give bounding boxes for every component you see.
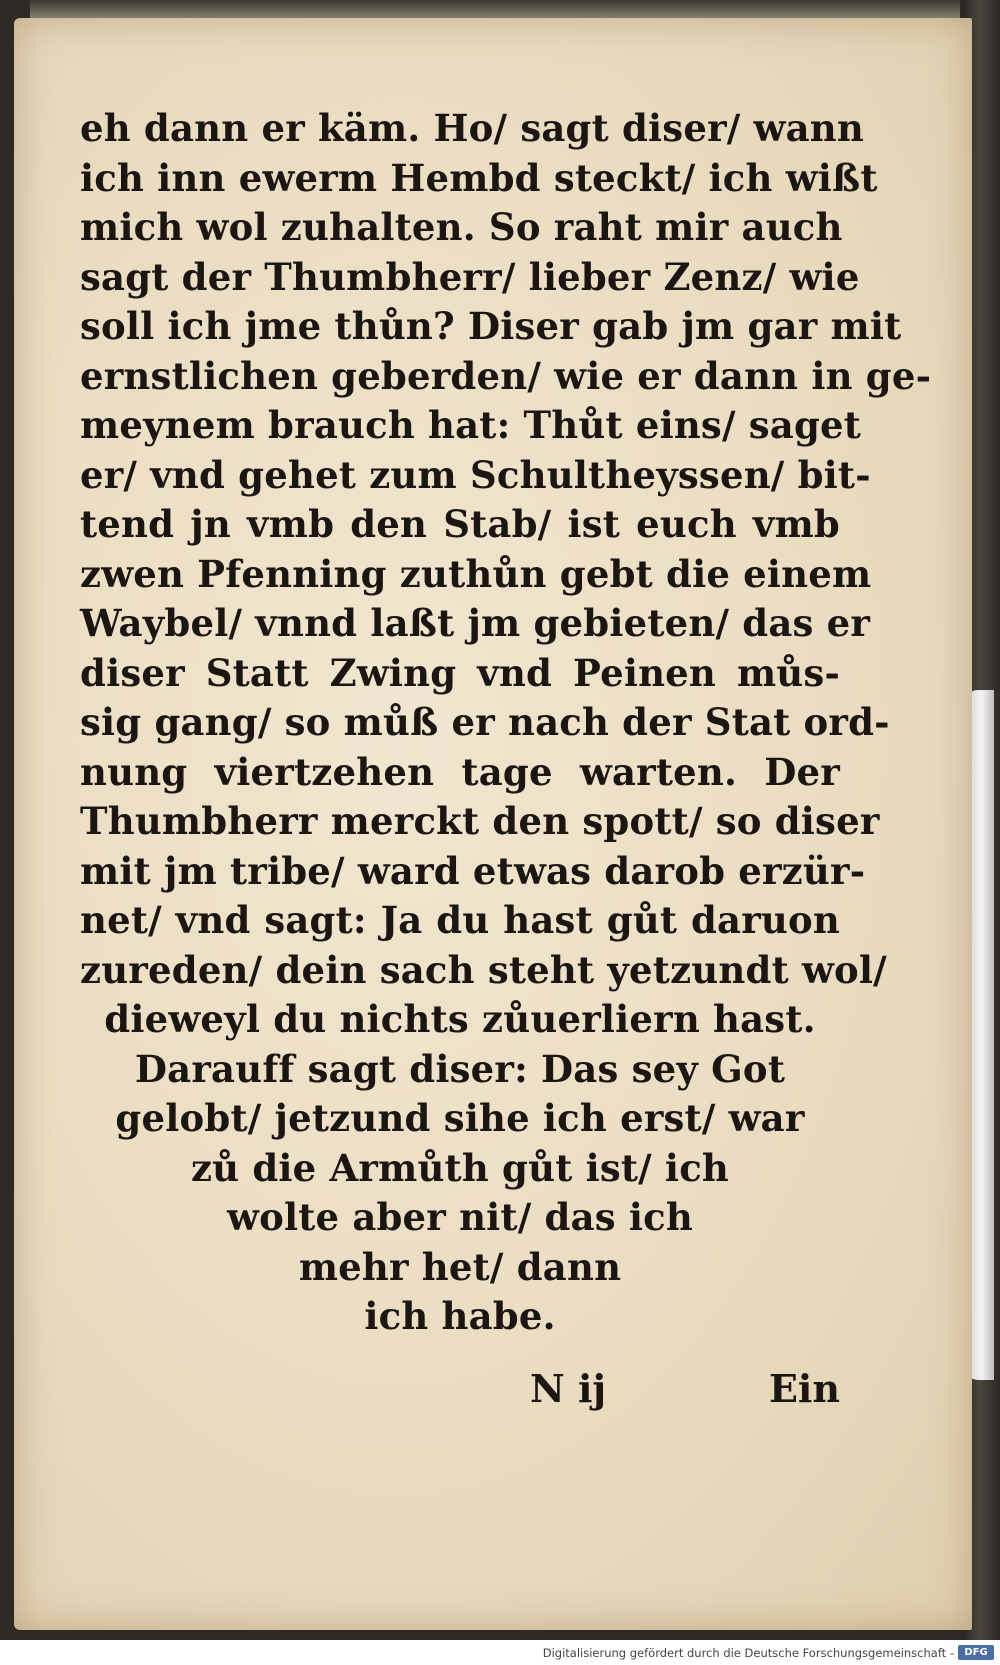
text-line: ich inn ewerm Hembd steckt/ ich wißt	[80, 155, 878, 200]
text-line: eh dann er käm. Ho/ sagt diser/ wann	[80, 106, 864, 150]
page-foot	[80, 1366, 840, 1426]
text-line: sagt der Thumbherr/ lieber Zenz/ wie	[80, 254, 860, 299]
text-line: net/ vnd sagt: Ja du hast gůt daruon	[80, 898, 840, 942]
text-line: nung viertzehen tage warten. Der	[80, 749, 840, 794]
text-line: mit jm tribe/ ward etwas darob erzür-	[80, 848, 866, 893]
signature-mark: N ij	[530, 1366, 607, 1411]
text-line: ernstlichen geberden/ wie er dann in ge-	[80, 353, 932, 398]
text-line: soll ich jme thůn? Diser gab jm gar mit	[80, 304, 902, 348]
page-top-edge	[30, 0, 960, 20]
text-line: wolte aber nit/ das ich	[227, 1195, 693, 1239]
text-line: er/ vnd gehet zum Schultheyssen/ bit-	[80, 452, 871, 497]
text-line: meynem brauch hat: Thůt eins/ saget	[80, 403, 862, 447]
text-line: mehr het/ dann	[298, 1244, 622, 1289]
catchword: Ein	[768, 1366, 840, 1411]
text-line: Waybel/ vnnd laßt jm gebieten/ das er	[80, 601, 871, 645]
digitization-footer	[0, 1641, 1000, 1665]
text-line: Darauff sagt diser: Das sey Got	[134, 1046, 786, 1091]
text-line: zureden/ dein sach steht yetzundt wol/	[80, 947, 887, 992]
text-line: zů die Armůth gůt ist/ ich	[190, 1145, 730, 1190]
text-line: ich habe.	[364, 1294, 556, 1338]
dfg-logo: DFG	[958, 1645, 994, 1660]
page-text-block	[80, 104, 932, 1342]
text-line: zwen Pfenning zuthůn gebt die einem	[80, 551, 872, 596]
text-line: sig gang/ so můß er nach der Stat ord-	[80, 700, 890, 744]
funding-note: Digitalisierung gefördert durch die Deutsche Forschungsgemeinschaft -	[542, 1646, 954, 1660]
text-line: mich wol zuhalten. So raht mir auch	[80, 205, 843, 249]
text-line: Thumbherr merckt den spott/ so diser	[80, 799, 880, 843]
book-page	[14, 18, 972, 1630]
text-line: tend jn vmb den Stab/ ist euch vmb	[80, 502, 840, 546]
text-line: dieweyl du nichts zůuerliern hast.	[104, 997, 816, 1041]
text-line: gelobt/ jetzund sihe ich erst/ war	[115, 1096, 805, 1140]
text-line: diser Statt Zwing vnd Peinen můs-	[80, 650, 840, 695]
